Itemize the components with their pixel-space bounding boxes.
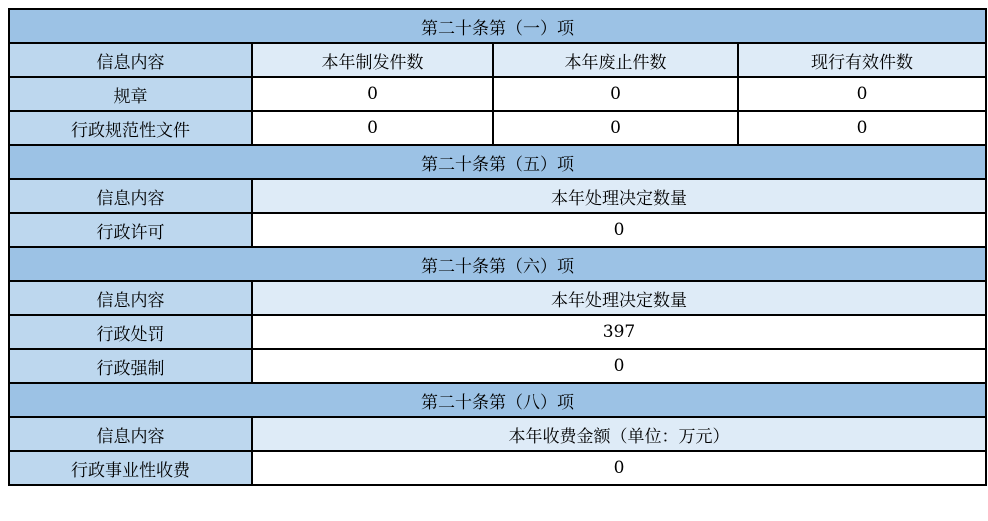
cell-value: 0 xyxy=(252,349,986,383)
row-label: 行政事业性收费 xyxy=(9,451,252,485)
section-title: 第二十条第（一）项 xyxy=(9,9,986,43)
table-row xyxy=(9,451,986,485)
table-row xyxy=(9,349,986,383)
section-header-row xyxy=(9,383,986,417)
cell-value: 0 xyxy=(738,111,986,145)
row-label: 行政处罚 xyxy=(9,315,252,349)
column-header-row xyxy=(9,281,986,315)
cell-value: 0 xyxy=(493,111,738,145)
column-header-row xyxy=(9,179,986,213)
section-header-row xyxy=(9,145,986,179)
cell-value: 0 xyxy=(252,213,986,247)
row-label: 行政强制 xyxy=(9,349,252,383)
column-header-row xyxy=(9,43,986,77)
section-title: 第二十条第（五）项 xyxy=(9,145,986,179)
section-header-row xyxy=(9,247,986,281)
section-title: 第二十条第（六）项 xyxy=(9,247,986,281)
row-label: 行政规范性文件 xyxy=(9,111,252,145)
cell-value: 0 xyxy=(252,451,986,485)
cell-value: 0 xyxy=(252,111,493,145)
column-header-info-content: 信息内容 xyxy=(9,417,252,451)
column-header-info-content: 信息内容 xyxy=(9,281,252,315)
column-header-fees: 本年收费金额（单位：万元） xyxy=(252,417,986,451)
column-header-info-content: 信息内容 xyxy=(9,179,252,213)
column-header-row xyxy=(9,417,986,451)
table-row xyxy=(9,77,986,111)
cell-value: 397 xyxy=(252,315,986,349)
row-label: 规章 xyxy=(9,77,252,111)
column-header-repealed: 本年废止件数 xyxy=(493,43,738,77)
row-label: 行政许可 xyxy=(9,213,252,247)
column-header-decisions: 本年处理决定数量 xyxy=(252,179,986,213)
cell-value: 0 xyxy=(738,77,986,111)
cell-value: 0 xyxy=(493,77,738,111)
table-row xyxy=(9,213,986,247)
column-header-decisions: 本年处理决定数量 xyxy=(252,281,986,315)
section-header-row xyxy=(9,9,986,43)
column-header-in-effect: 现行有效件数 xyxy=(738,43,986,77)
table-row xyxy=(9,315,986,349)
table-row xyxy=(9,111,986,145)
section-title: 第二十条第（八）项 xyxy=(9,383,986,417)
cell-value: 0 xyxy=(252,77,493,111)
disclosure-report-table xyxy=(8,8,987,486)
column-header-issued: 本年制发件数 xyxy=(252,43,493,77)
column-header-info-content: 信息内容 xyxy=(9,43,252,77)
